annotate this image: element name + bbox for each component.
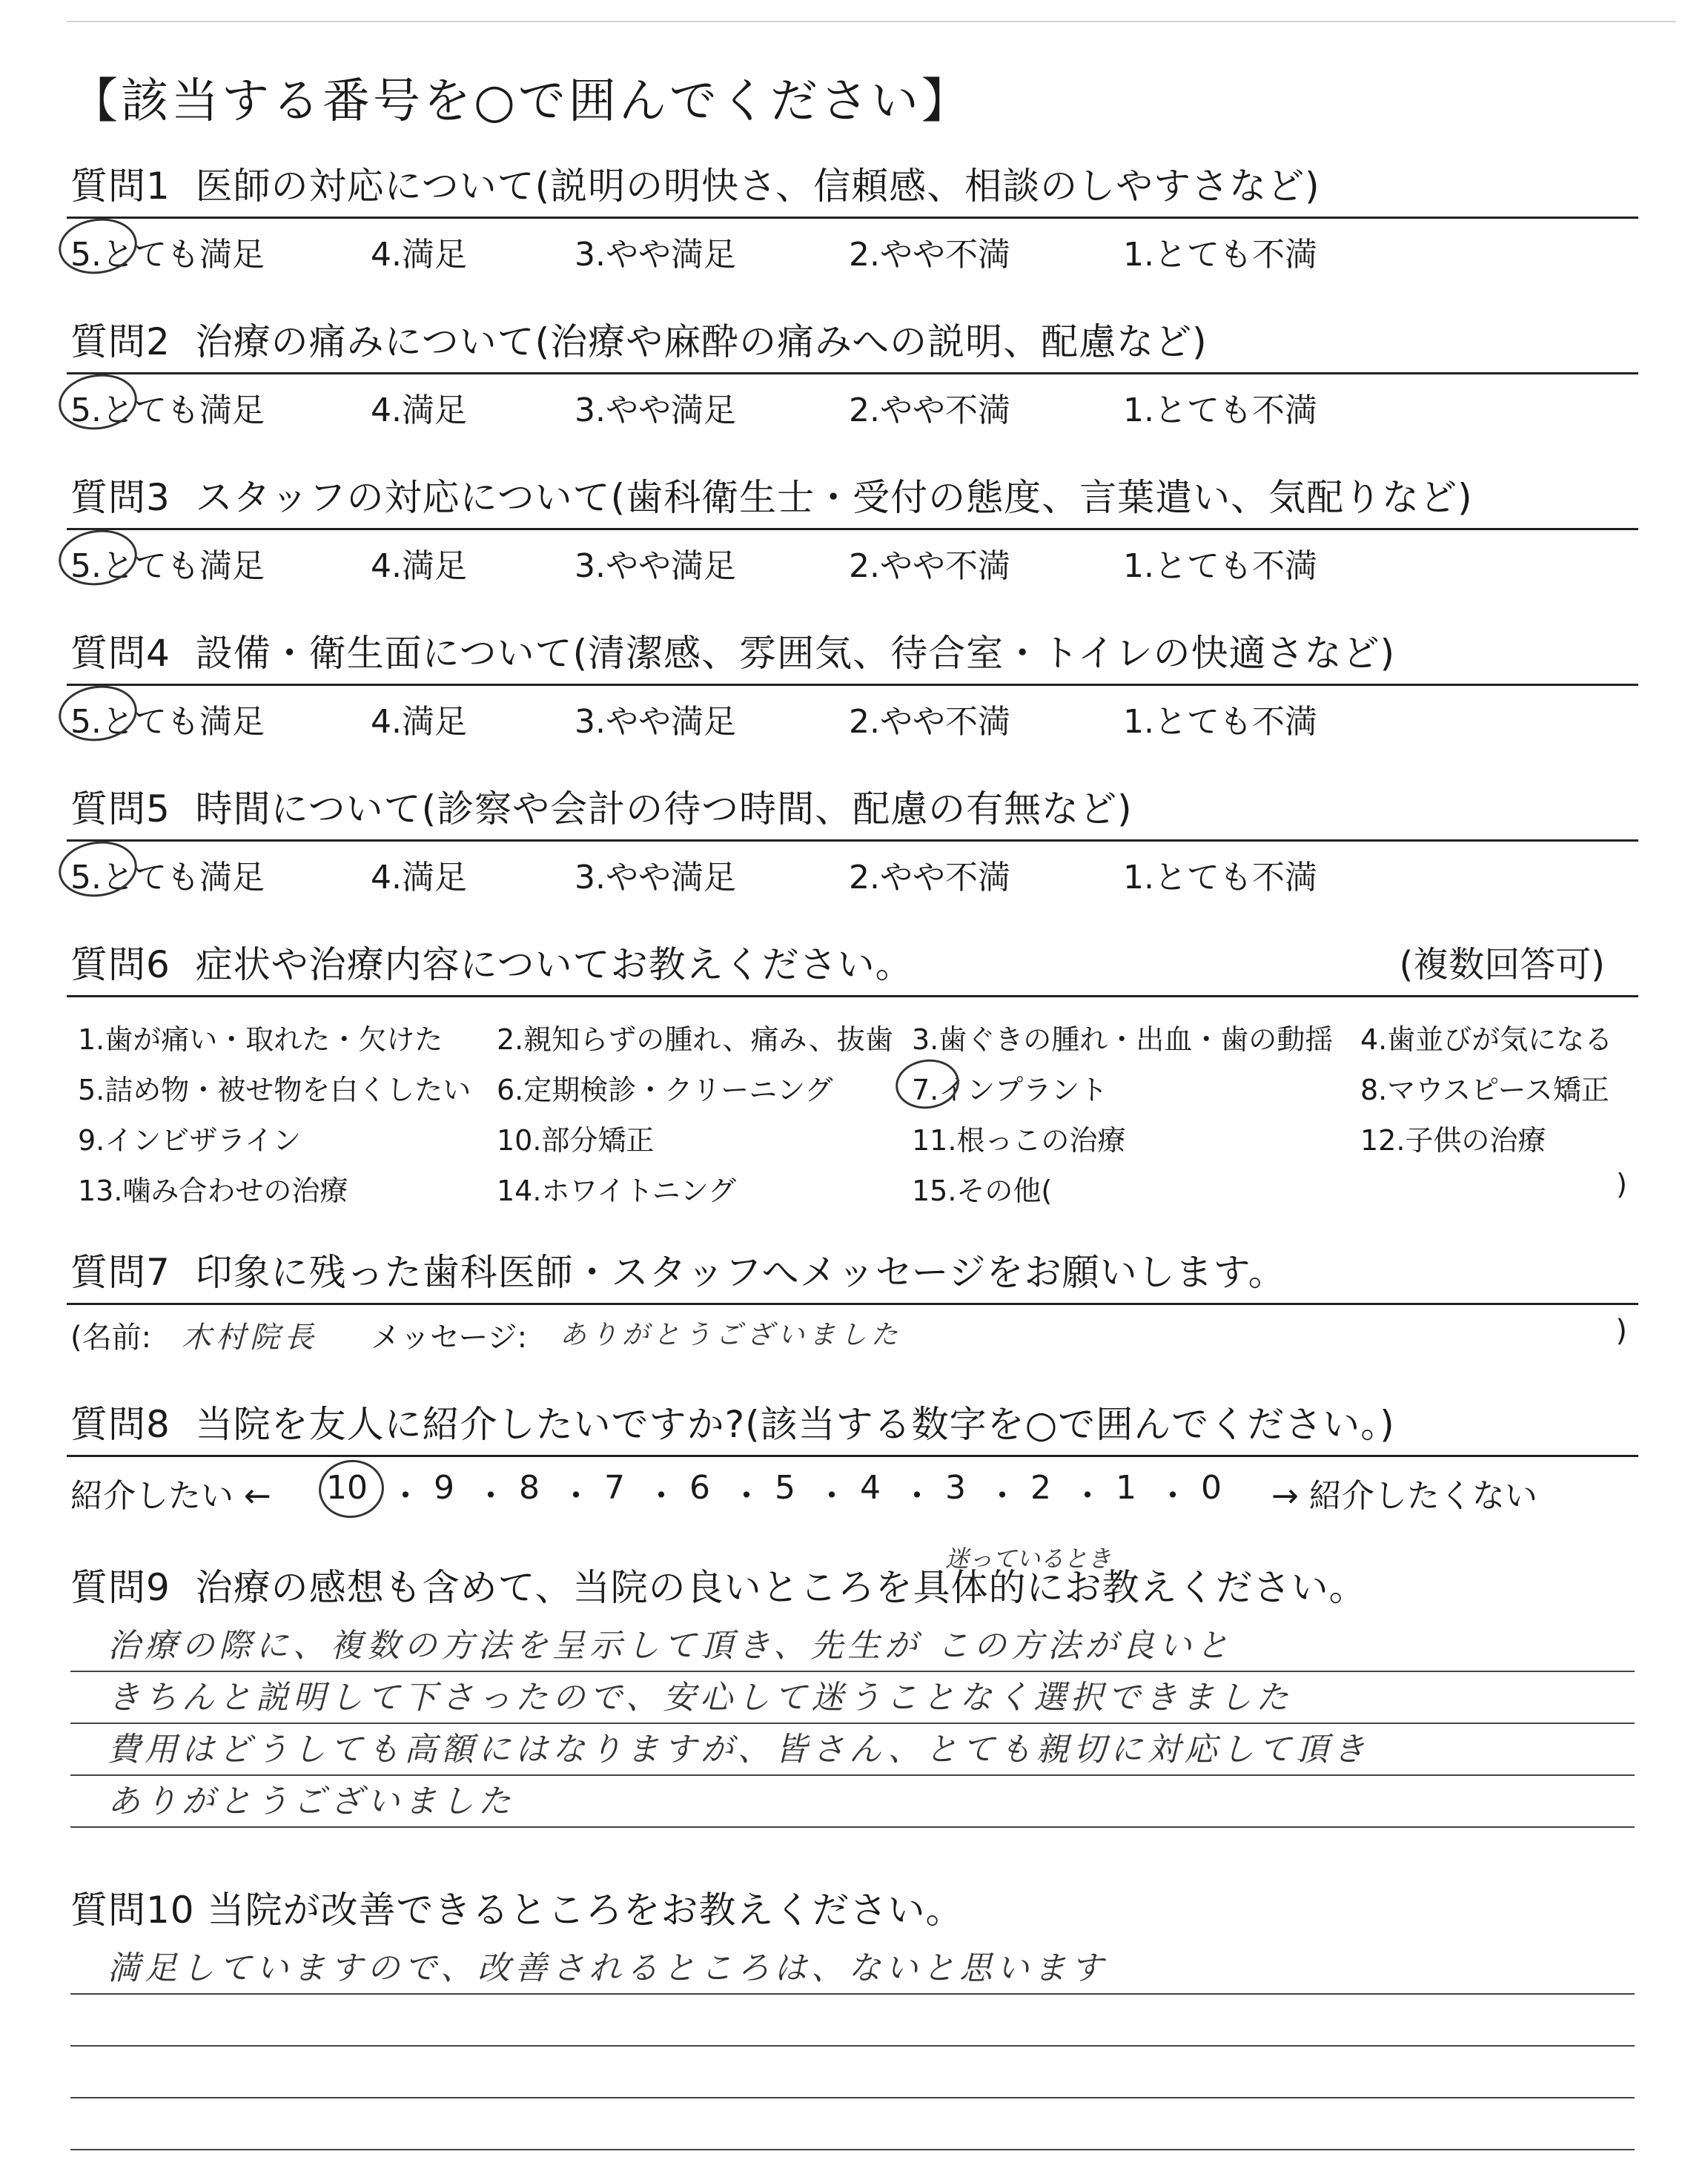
question-text: 症状や治療内容についてお教えください。 — [195, 943, 913, 986]
question-label: 質問5 — [70, 787, 171, 830]
question-text: 医師の対応について(説明の明快さ、信頼感、相談のしやすさなど) — [195, 165, 1320, 208]
option-4[interactable]: 4.満足 — [371, 392, 467, 429]
symptom-options — [70, 997, 1635, 1209]
answer-line[interactable] — [70, 2047, 1635, 2098]
question-header — [70, 152, 1635, 219]
option-4[interactable]: 4.満足 — [371, 547, 467, 585]
question-text: スタッフの対応について(歯科衛生士・受付の態度、言葉遣い、気配りなど) — [195, 476, 1473, 519]
option-3[interactable]: 3.やや満足 — [575, 547, 736, 585]
scale-left-label: 紹介したい ← — [70, 1477, 271, 1515]
option-3[interactable]: 3.やや満足 — [575, 859, 736, 896]
option-5-selected[interactable]: 5.とても満足 — [70, 851, 265, 898]
answer-text: 治療の際に、複数の方法を呈示して頂き、先生が この方法が良いと — [107, 1627, 1234, 1665]
option-4[interactable]: 4.満足 — [371, 859, 467, 896]
question-9 — [70, 1545, 1635, 1828]
symptom-option-11[interactable]: 11.根っこの治療 — [912, 1124, 1126, 1157]
scale-9[interactable]: 9 — [434, 1469, 454, 1507]
answer-line[interactable] — [70, 2098, 1635, 2150]
question-header — [70, 1238, 1635, 1305]
options-row — [70, 1109, 1635, 1159]
message-close-paren: ) — [1615, 1314, 1627, 1348]
symptom-option-2[interactable]: 2.親知らずの腫れ、痛み、抜歯 — [497, 1023, 893, 1056]
recommend-scale — [70, 1457, 1635, 1518]
scale-10-selected[interactable]: 10 — [326, 1469, 368, 1507]
question-label: 質問1 — [70, 165, 171, 208]
question-4 — [70, 619, 1635, 741]
question-header — [70, 619, 1635, 686]
answer-text: 満足していますので、改善されるところは、ないと思います — [107, 1949, 1108, 1987]
answer-line[interactable] — [70, 1943, 1635, 1995]
symptom-option-7-selected[interactable]: 7.インプラント — [912, 1067, 1108, 1108]
answer-line[interactable] — [70, 1776, 1635, 1828]
scale-separator: ・ — [389, 1477, 422, 1515]
option-1[interactable]: 1.とても不満 — [1123, 703, 1317, 741]
question-header — [70, 463, 1635, 530]
option-3[interactable]: 3.やや満足 — [575, 392, 736, 429]
scale-separator: ・ — [474, 1477, 507, 1515]
option-4[interactable]: 4.満足 — [371, 703, 467, 741]
question-label: 質問4 — [70, 632, 171, 675]
option-5-selected[interactable]: 5.とても満足 — [70, 228, 265, 275]
question-text: 当院が改善できるところをお教えください。 — [207, 1889, 964, 1932]
question-header — [70, 1390, 1635, 1457]
symptom-option-14[interactable]: 14.ホワイトニング — [497, 1175, 737, 1207]
symptom-option-12[interactable]: 12.子供の治療 — [1360, 1124, 1546, 1157]
question-label: 質問10 — [70, 1889, 195, 1932]
question-text: 印象に残った歯科医師・スタッフへメッセージをお願いします。 — [195, 1251, 1286, 1294]
scale-separator: ・ — [645, 1477, 678, 1515]
options-row — [70, 1058, 1635, 1109]
question-text: 設備・衛生面について(清潔感、雰囲気、待合室・トイレの快適さなど) — [195, 632, 1396, 675]
question-7 — [70, 1238, 1635, 1358]
rating-options — [70, 842, 1635, 896]
scale-0[interactable]: 0 — [1201, 1469, 1222, 1507]
question-label: 質問2 — [70, 320, 171, 363]
symptom-option-13[interactable]: 13.噛み合わせの治療 — [78, 1175, 348, 1207]
symptom-option-6[interactable]: 6.定期検診・クリーニング — [497, 1074, 833, 1106]
question-6 — [70, 931, 1635, 1209]
option-1[interactable]: 1.とても不満 — [1123, 392, 1317, 429]
option-2[interactable]: 2.やや不満 — [849, 392, 1010, 429]
option-4[interactable]: 4.満足 — [371, 236, 467, 274]
question-text: 治療の感想も含めて、当院の良いところを具体的にお教えください。 — [195, 1566, 1367, 1609]
question-label: 質問3 — [70, 476, 171, 519]
question-header — [70, 308, 1635, 374]
scale-right-label: → 紹介したくない — [1271, 1477, 1537, 1515]
scale-separator: ・ — [1156, 1477, 1189, 1515]
page-title: 【該当する番号を○で囲んでください】 — [70, 74, 972, 129]
option-1[interactable]: 1.とても不満 — [1123, 236, 1317, 274]
scale-separator: ・ — [730, 1477, 763, 1515]
name-value[interactable]: 木村院長 — [182, 1321, 318, 1355]
option-3[interactable]: 3.やや満足 — [575, 236, 736, 274]
scale-1[interactable]: 1 — [1116, 1469, 1136, 1507]
question-5 — [70, 775, 1635, 896]
option-3[interactable]: 3.やや満足 — [575, 703, 736, 741]
scale-separator: ・ — [986, 1477, 1019, 1515]
answer-text: きちんと説明して下さったので、安心して迷うことなく選択できました — [107, 1679, 1294, 1717]
answer-text: 費用はどうしても高額にはなりますが、皆さん、とても親切に対応して頂き — [107, 1731, 1370, 1768]
scale-separator: ・ — [560, 1477, 592, 1515]
option-5-selected[interactable]: 5.とても満足 — [70, 539, 265, 587]
rating-options — [70, 374, 1635, 429]
question-text: 当院を友人に紹介したいですか?(該当する数字を○で囲んでください。) — [195, 1403, 1395, 1446]
message-line — [70, 1305, 1635, 1358]
options-row — [70, 1159, 1635, 1209]
question-label: 質問6 — [70, 943, 171, 986]
other-close-paren: ) — [1616, 1168, 1627, 1200]
scale-separator: ・ — [1071, 1477, 1104, 1515]
symptom-option-10[interactable]: 10.部分矯正 — [497, 1124, 655, 1157]
option-5-selected[interactable]: 5.とても満足 — [70, 695, 265, 742]
question-header — [70, 931, 1635, 997]
question-2 — [70, 308, 1635, 429]
handwritten-insert-note: 迷っているとき — [945, 1545, 1112, 1573]
question-header — [70, 1545, 1635, 1620]
question-3 — [70, 463, 1635, 585]
answer-line[interactable] — [70, 1995, 1635, 2047]
option-2[interactable]: 2.やや不満 — [849, 236, 1010, 274]
option-5-selected[interactable]: 5.とても満足 — [70, 383, 265, 431]
scale-8[interactable]: 8 — [519, 1469, 540, 1507]
message-label: メッセージ: — [371, 1321, 528, 1355]
message-value[interactable]: ありがとうございました — [560, 1320, 903, 1350]
question-header — [70, 1876, 1635, 1943]
option-2[interactable]: 2.やや不満 — [849, 703, 1010, 741]
question-8 — [70, 1390, 1635, 1518]
scale-6[interactable]: 6 — [689, 1469, 710, 1507]
scale-2[interactable]: 2 — [1030, 1469, 1051, 1507]
scale-7[interactable]: 7 — [604, 1469, 625, 1507]
name-label: (名前: — [70, 1321, 152, 1355]
options-row — [70, 1008, 1635, 1058]
scale-separator: ・ — [901, 1477, 933, 1515]
top-divider — [67, 21, 1675, 22]
question-10 — [70, 1876, 1635, 2150]
option-1[interactable]: 1.とても不満 — [1123, 547, 1317, 585]
rating-options — [70, 219, 1635, 274]
question-header — [70, 775, 1635, 842]
scale-separator: ・ — [815, 1477, 848, 1515]
option-2[interactable]: 2.やや不満 — [849, 859, 1010, 896]
symptom-option-8[interactable]: 8.マウスピース矯正 — [1360, 1074, 1609, 1106]
question-label: 質問8 — [70, 1403, 171, 1446]
scale-5[interactable]: 5 — [775, 1469, 795, 1507]
question-text: 時間について(診察や会計の待つ時間、配慮の有無など) — [195, 787, 1133, 830]
answer-line[interactable] — [70, 1672, 1635, 1724]
rating-options — [70, 530, 1635, 585]
question-text: 治療の痛みについて(治療や麻酔の痛みへの説明、配慮など) — [195, 320, 1208, 363]
symptom-option-1[interactable]: 1.歯が痛い・取れた・欠けた — [78, 1023, 443, 1056]
multiple-answers-note: (複数回答可) — [1399, 944, 1605, 985]
answer-line[interactable] — [70, 1724, 1635, 1776]
option-1[interactable]: 1.とても不満 — [1123, 859, 1317, 896]
scale-4[interactable]: 4 — [860, 1469, 881, 1507]
question-label: 質問7 — [70, 1251, 171, 1294]
answer-text: ありがとうございました — [107, 1783, 515, 1820]
question-label: 質問9 — [70, 1566, 171, 1609]
answer-line[interactable] — [70, 1620, 1635, 1672]
option-2[interactable]: 2.やや不満 — [849, 547, 1010, 585]
symptom-option-4[interactable]: 4.歯並びが気になる — [1360, 1023, 1613, 1056]
symptom-option-9[interactable]: 9.インビザライン — [78, 1124, 302, 1157]
symptom-option-15[interactable]: 15.その他( — [912, 1175, 1053, 1207]
symptom-option-3[interactable]: 3.歯ぐきの腫れ・出血・歯の動揺 — [912, 1023, 1334, 1056]
question-1 — [70, 152, 1635, 274]
symptom-option-5[interactable]: 5.詰め物・被せ物を白くしたい — [78, 1074, 471, 1106]
scale-3[interactable]: 3 — [945, 1469, 966, 1507]
rating-options — [70, 686, 1635, 741]
